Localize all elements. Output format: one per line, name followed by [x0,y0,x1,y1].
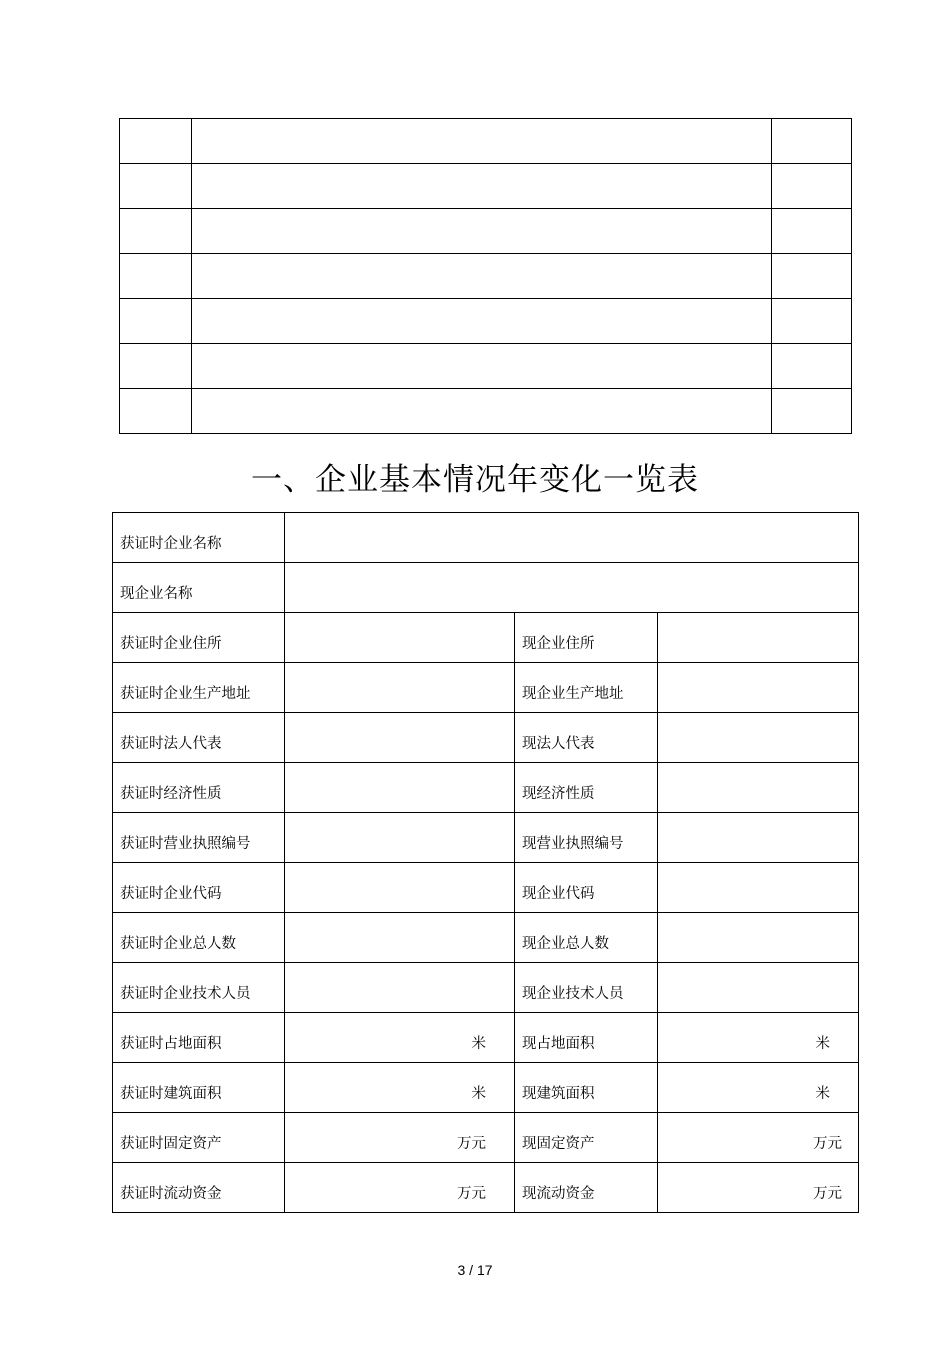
page-number: 3 / 17 [457,1262,493,1278]
value-cell[interactable] [658,763,859,813]
table-row [120,119,852,164]
row-label: 获证时企业名称 [113,513,285,563]
cell [120,389,192,434]
row-label: 获证时法人代表 [113,713,285,763]
table-row [113,1013,859,1063]
value-cell[interactable] [658,613,859,663]
cell [120,164,192,209]
row-label: 现固定资产 [515,1113,658,1163]
table-row [120,254,852,299]
row-label: 现经济性质 [515,763,658,813]
row-label: 获证时营业执照编号 [113,813,285,863]
cell [120,254,192,299]
row-label: 现企业生产地址 [515,663,658,713]
row-label: 获证时企业技术人员 [113,963,285,1013]
cell [192,344,772,389]
value-cell-with-unit[interactable]: 米 [285,1063,515,1113]
value-cell[interactable] [285,713,515,763]
row-label: 获证时企业生产地址 [113,663,285,713]
page-title: 一、企业基本情况年变化一览表 [251,462,699,498]
row-label: 现建筑面积 [515,1063,658,1113]
cell [192,119,772,164]
value-cell[interactable] [285,813,515,863]
table-row [113,1113,859,1163]
value-cell[interactable] [285,613,515,663]
cell [120,299,192,344]
cell [192,164,772,209]
cell [120,344,192,389]
value-cell[interactable] [285,863,515,913]
cell [120,119,192,164]
row-label: 现企业技术人员 [515,963,658,1013]
table-row [113,913,859,963]
row-label: 现企业住所 [515,613,658,663]
row-label: 获证时企业代码 [113,863,285,913]
row-label: 现企业总人数 [515,913,658,963]
table-row [120,389,852,434]
cell [772,209,852,254]
cell [192,299,772,344]
value-cell-with-unit[interactable]: 万元 [285,1163,515,1213]
value-cell[interactable] [658,813,859,863]
row-label: 现企业代码 [515,863,658,913]
table-row [113,1163,859,1213]
table-row [120,164,852,209]
cell [772,299,852,344]
cell [772,164,852,209]
cell [772,254,852,299]
table-row [120,209,852,254]
table-row [113,563,859,613]
value-cell-with-unit[interactable]: 万元 [658,1113,859,1163]
value-cell[interactable] [658,863,859,913]
table-row [113,713,859,763]
empty-record-table [119,118,852,434]
row-label: 现企业名称 [113,563,285,613]
row-label: 获证时固定资产 [113,1113,285,1163]
cell [192,389,772,434]
value-cell[interactable] [285,563,859,613]
table-row [113,813,859,863]
value-cell[interactable] [285,963,515,1013]
value-cell-with-unit[interactable]: 万元 [658,1163,859,1213]
row-label: 现流动资金 [515,1163,658,1213]
value-cell[interactable] [658,713,859,763]
table-row [113,963,859,1013]
row-label: 获证时占地面积 [113,1013,285,1063]
table-row [120,299,852,344]
row-label: 获证时企业总人数 [113,913,285,963]
table-row [113,863,859,913]
row-label: 现营业执照编号 [515,813,658,863]
cell [772,389,852,434]
value-cell[interactable] [285,513,859,563]
row-label: 获证时建筑面积 [113,1063,285,1113]
value-cell-with-unit[interactable]: 米 [658,1063,859,1113]
row-label: 现占地面积 [515,1013,658,1063]
row-label: 现法人代表 [515,713,658,763]
row-label: 获证时流动资金 [113,1163,285,1213]
value-cell[interactable] [285,913,515,963]
row-label: 获证时经济性质 [113,763,285,813]
value-cell-with-unit[interactable]: 万元 [285,1113,515,1163]
cell [120,209,192,254]
cell [772,119,852,164]
table-row [113,763,859,813]
value-cell-with-unit[interactable]: 米 [658,1013,859,1063]
table-row [113,663,859,713]
cell [192,209,772,254]
value-cell[interactable] [658,963,859,1013]
cell [192,254,772,299]
table-row [113,1063,859,1113]
row-label: 获证时企业住所 [113,613,285,663]
value-cell[interactable] [285,763,515,813]
value-cell[interactable] [658,913,859,963]
value-cell[interactable] [285,663,515,713]
table-row [120,344,852,389]
value-cell-with-unit[interactable]: 米 [285,1013,515,1063]
cell [772,344,852,389]
table-row [113,513,859,563]
value-cell[interactable] [658,663,859,713]
table-row [113,613,859,663]
enterprise-info-table [112,512,859,1213]
